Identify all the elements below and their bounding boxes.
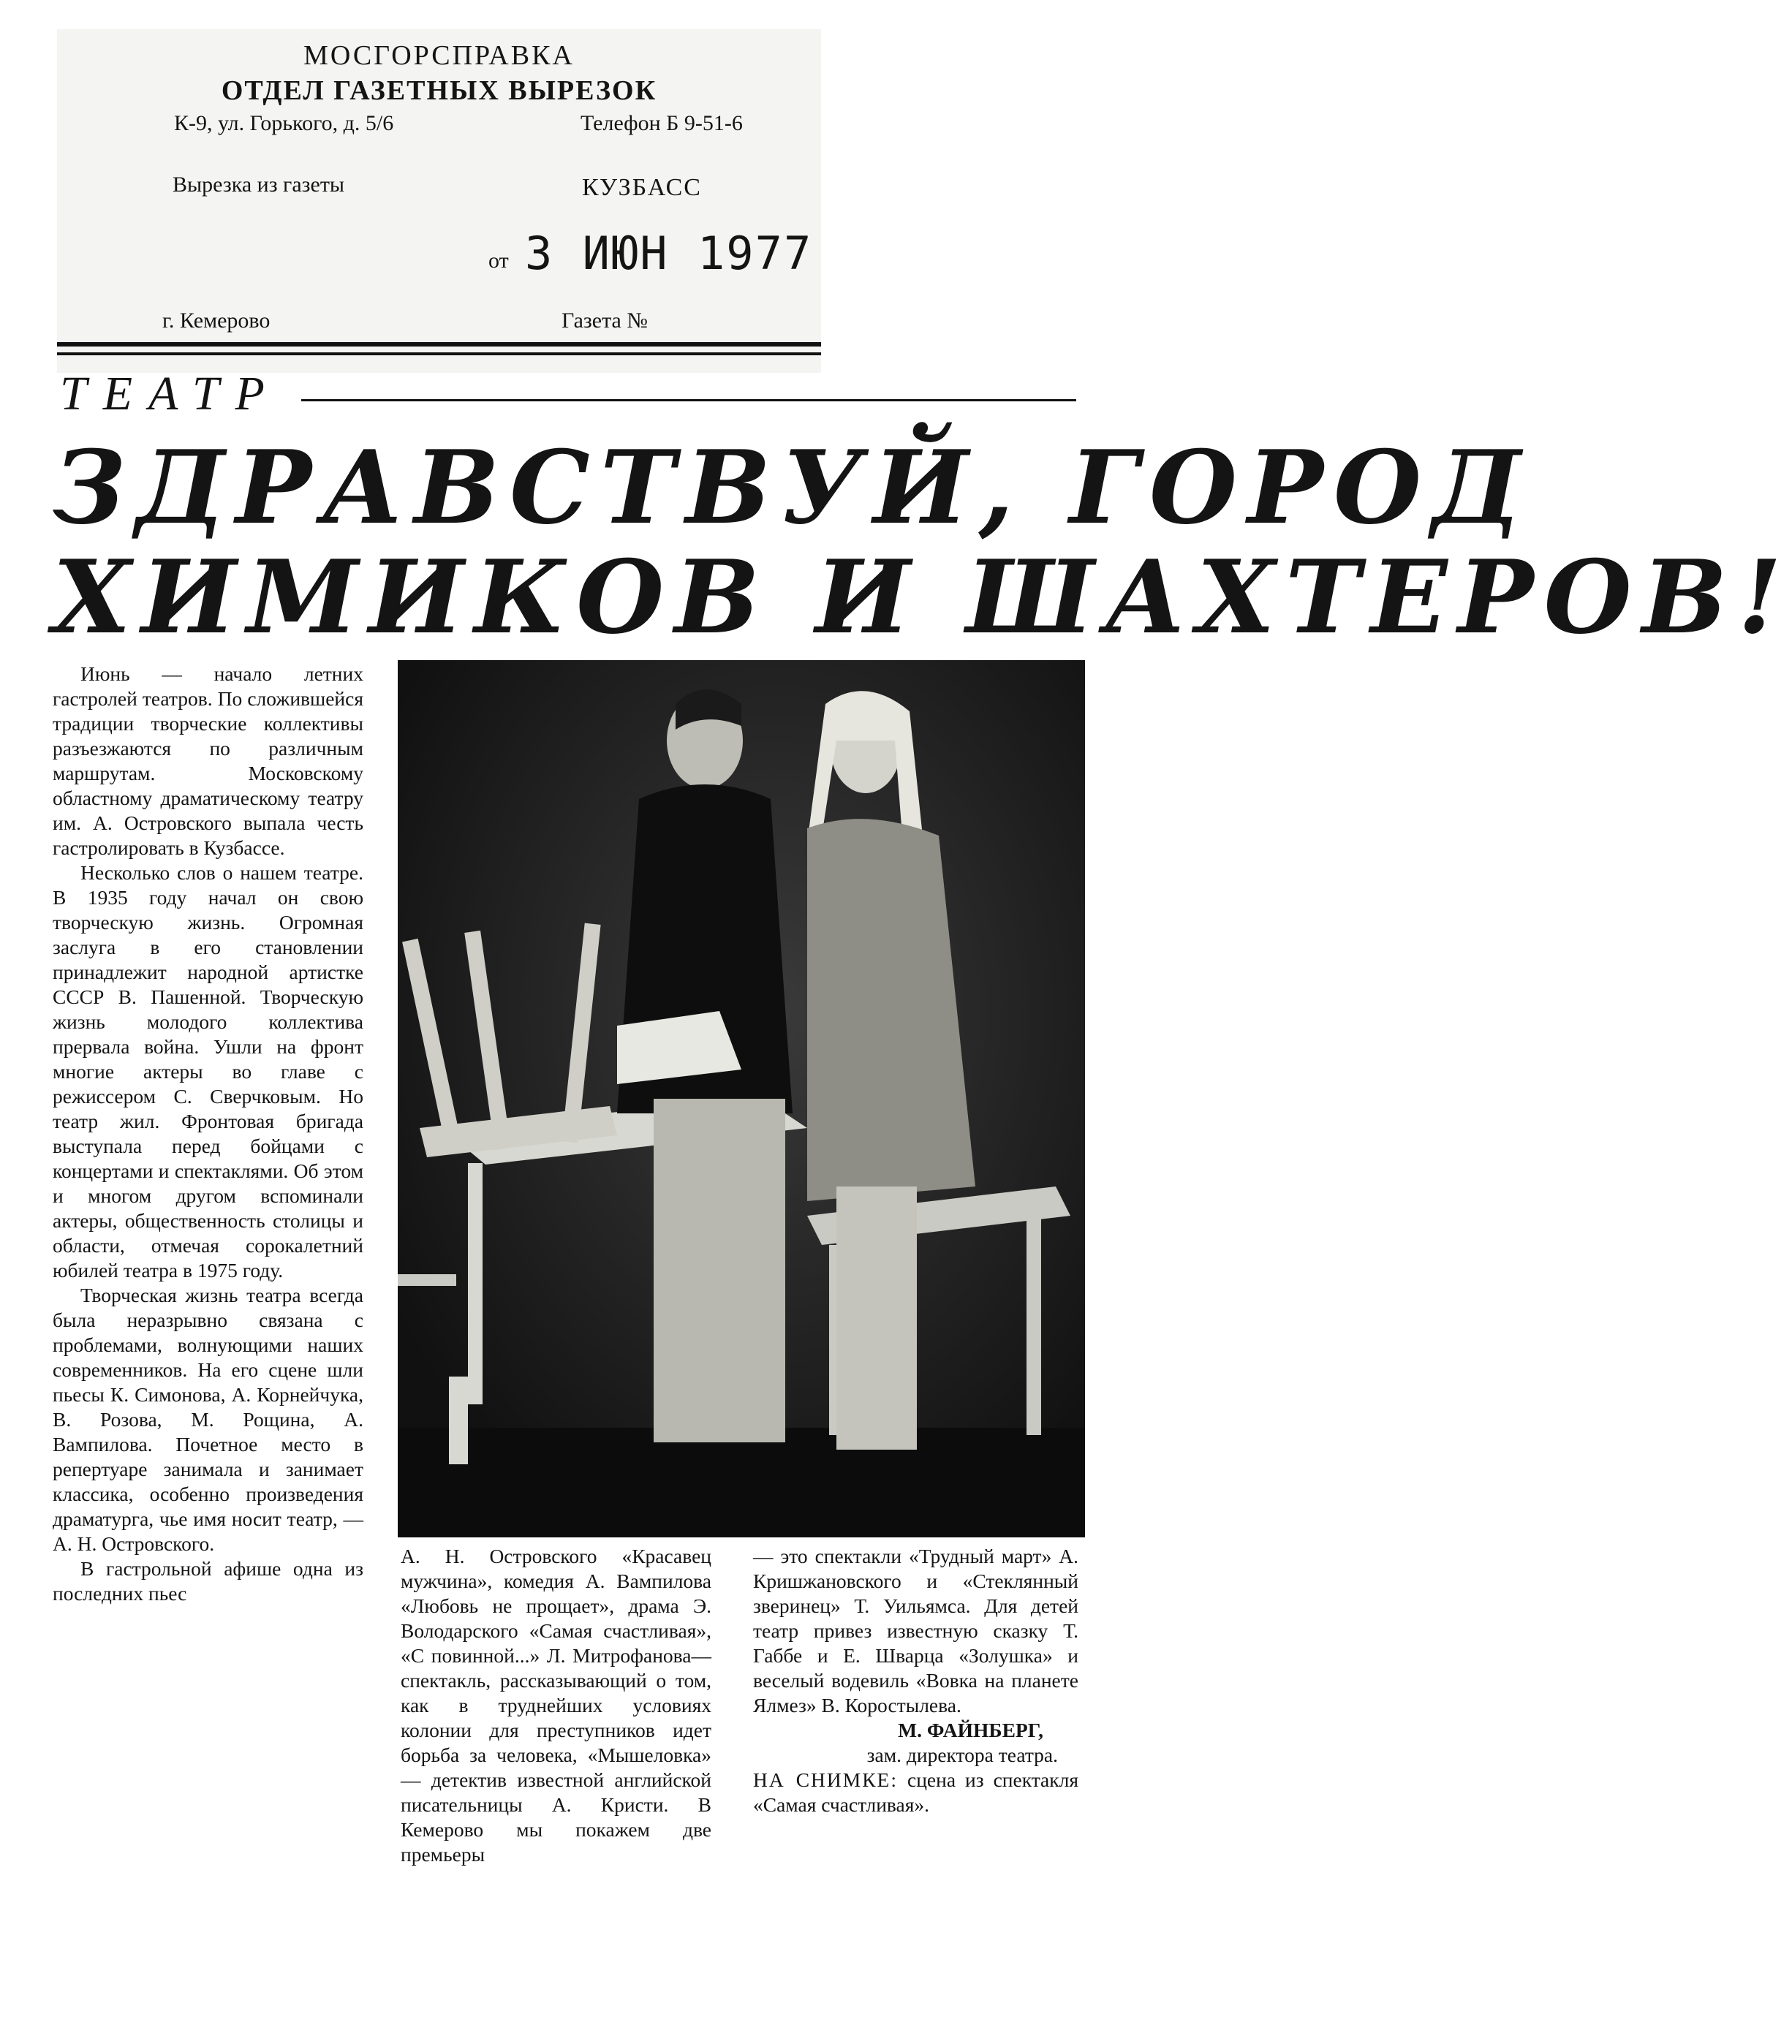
paragraph: Творческая жизнь театра всегда была неразрывно связана с проблемами, волнующими наших современников. На его сцене шли пьесы К. Симонова, А. Корнейчука, В. Розова, М. Рощина, А. Вампилова. Почетное место в репертуаре занимала и занимает классика, особенно произведения драматурга, чье имя носит театр, — А. Н. Островского. [53,1284,363,1555]
article-column-2 [401,1544,711,1867]
stamp-date: 3 ИЮН 1977 [525,227,813,280]
stamp-department: ОТДЕЛ ГАЗЕТНЫХ ВЫРЕЗОК [221,75,657,106]
stamp-rule-thin [57,352,821,355]
scene-photo [398,660,1085,1537]
paragraph: Несколько слов о нашем театре. В 1935 году начал он свою творческую жизнь. Огромная заслуга в его становлении принадлежит народной артистке СССР В. Пашенной. Творческую жизнь молодого коллектива прервала война. Ушли на фронт многие актеры во главе с режиссером С. Сверчковым. Но театр жил. Фронтовая бригада выступала перед бойцами с концертами и спектаклями. Об этом и многом другом вспоминали актеры, общественность столицы и области, отмечая сорокалетний юбилей театра в 1975 году. [53,861,363,1282]
stamp-rule-thick [57,342,821,347]
caption-text: сцена из спектакля «Самая счастливая». [753,1768,1078,1816]
stamp-issue-label: Газета № [562,309,648,333]
rubric-label: ТЕАТР [60,367,281,420]
archive-stamp [57,29,821,373]
headline-line-1: ЗДРАВСТВУЙ, ГОРОД [53,428,1532,547]
stamp-clipping-label: Вырезка из газеты [173,173,345,197]
author-position: зам. директора театра. [866,1744,1058,1766]
headline-line-2: ХИМИКОВ И ШАХТЕРОВ! [53,537,1792,656]
article-column-1 [53,662,363,1606]
scene-photo-illustration [398,660,1085,1537]
stamp-address: К-9, ул. Горького, д. 5/6 [174,111,394,135]
paragraph: — это спектакли «Трудный март» А. Кришжановского и «Стеклянный зверинец» Т. Уильямса. Для детей театр привез известную сказку Т. Габбе и Е. Шварца «Золушка» и веселый водевиль «Вовка на планете Ялмез» В. Коростылева. [753,1545,1078,1716]
photo-caption [753,1768,1078,1817]
rubric-rule [301,399,1076,401]
stamp-phone: Телефон Б 9-51-6 [581,111,743,135]
paragraph: Июнь — начало летних гастролей театров. По сложившейся традиции творческие коллективы разъезжаются по различным маршрутам. Московскому областному драматическому театру им. А. Островского выпала честь гастролировать в Кузбассе. [53,662,363,859]
stamp-city: г. Кемерово [162,309,271,333]
paragraph: А. Н. Островского «Красавец мужчина», комедия А. Вампилова «Любовь не прощает», драма Э. Володарского «Самая счастливая», «С повинной...» Л. Митрофанова—спектакль, рассказывающий о том, как в труднейших условиях колонии для преступников идет борьба за человека, «Мышеловка» — детектив известной английской писательницы А. Кристи. В Кемерово мы покажем две премьеры [401,1545,711,1866]
caption-label: НА СНИМКЕ: [753,1768,898,1791]
stamp-newspaper: КУЗБАСС [582,174,702,201]
paragraph: В гастрольной афише одна из последних пьес [53,1557,363,1605]
author-signature: М. ФАЙНБЕРГ, [898,1719,1043,1741]
stamp-agency: МОСГОРСПРАВКА [303,40,575,71]
article-column-3 [753,1544,1078,1817]
stamp-date-prefix: от [488,249,509,273]
